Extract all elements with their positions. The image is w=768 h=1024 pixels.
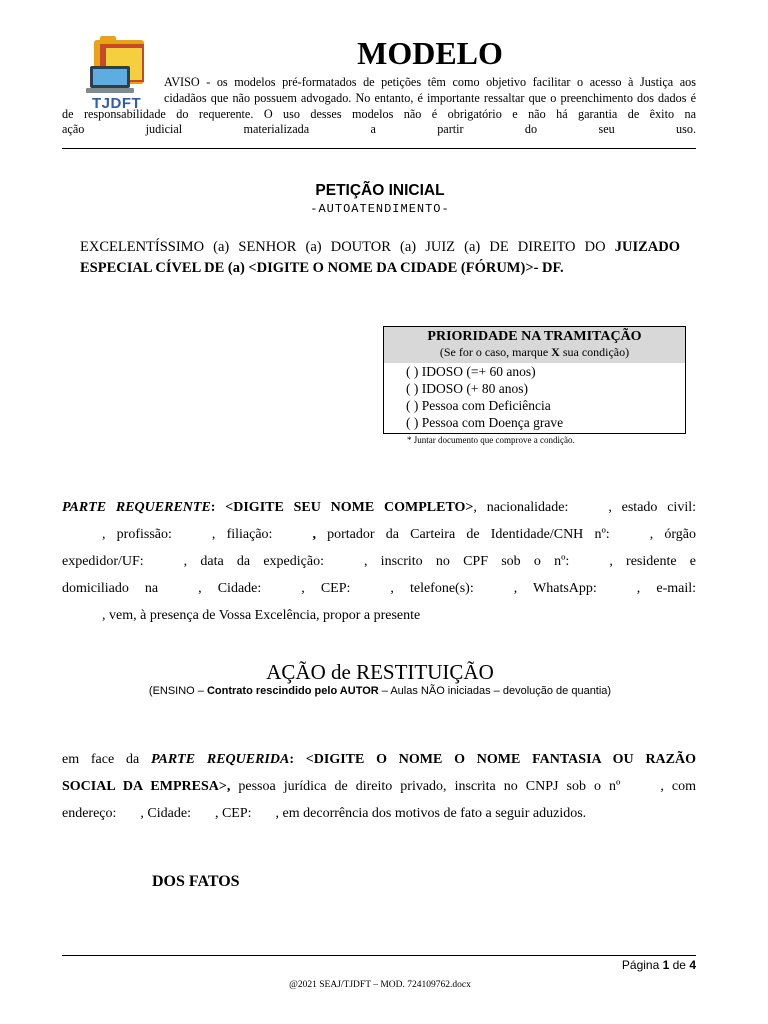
addressee-line-2: ESPECIAL CÍVEL DE (a) <DIGITE O NOME DA CIDADE (FÓRUM)>- DF. — [80, 260, 564, 276]
petition-subtitle: -AUTOATENDIMENTO- — [310, 202, 450, 216]
priority-header — [384, 327, 685, 363]
requerente-line-2: , profissão: , filiação: , portador da Carteira de Identidade/CNH nº: , órgão — [102, 527, 697, 542]
priority-title: PRIORIDADE NA TRAMITAÇÃO — [427, 329, 642, 344]
action-subtitle: (ENSINO – Contrato rescindido pelo AUTOR – Aulas NÃO iniciadas – devolução de quantia) — [148, 685, 612, 697]
requerente-line-3: expedidor/UF: , data da expedição: , inscrito no CPF sob o nº: , residente e — [62, 554, 696, 569]
priority-note: * Juntar documento que comprove a condição. — [407, 435, 575, 445]
header-divider — [62, 148, 696, 149]
requerida-line-3: endereço: , Cidade: , CEP: , em decorrência dos motivos de fato a seguir aduzidos. — [62, 806, 587, 821]
page-number: Página 1 de 4 — [621, 958, 696, 972]
requerente-line-1: PARTE REQUERENTE: <DIGITE SEU NOME COMPLETO>, nacionalidade: , estado civil: — [62, 500, 696, 515]
footer-divider — [62, 955, 696, 956]
footer-text: @2021 SEAJ/TJDFT – MOD. 724109762.docx — [289, 980, 471, 990]
requerente-line-5: , vem, à presença de Vossa Excelência, propor a presente — [102, 608, 421, 623]
notice-line-1: AVISO - os modelos pré-formatados de petições têm como objetivo facilitar o acesso à Justiça aos — [164, 75, 696, 89]
requerida-paragraph — [62, 746, 696, 827]
notice-line-4: ação judicial materializada a partir do seu uso. — [62, 122, 696, 136]
section-title-fatos: DOS FATOS — [152, 873, 240, 890]
addressee-line-1: EXCELENTÍSSIMO (a) SENHOR (a) DOUTOR (a) JUIZ (a) DE DIREITO DO JUIZADO — [80, 239, 680, 255]
requerida-line-1: em face da PARTE REQUERIDA: <DIGITE O NOME O NOME FANTASIA OU RAZÃO — [62, 752, 696, 767]
requerida-line-2: SOCIAL DA EMPRESA>, pessoa jurídica de direito privado, inscrita no CNPJ sob o nº , com — [62, 779, 696, 794]
notice-line-2: cidadãos que não possuem advogado. No entanto, é importante ressaltar que o preenchimento dos dados é — [164, 91, 696, 105]
priority-box — [383, 326, 686, 434]
logo-text: TJDFT — [92, 95, 142, 112]
priority-option-idoso-80[interactable]: ( ) IDOSO (+ 80 anos) — [406, 381, 528, 396]
notice-line-3: de responsabilidade do requerente. O uso desses modelos não é obrigatório e não há garantia de êxito na — [62, 107, 696, 121]
requerente-paragraph — [62, 494, 696, 629]
priority-option-doenca-grave[interactable]: ( ) Pessoa com Doença grave — [406, 415, 564, 430]
requerente-line-4: domiciliado na , Cidade: , CEP: , telefone(s): , WhatsApp: , e-mail: — [62, 581, 697, 596]
addressee — [80, 237, 680, 279]
action-title: AÇÃO de RESTITUIÇÃO — [266, 660, 494, 684]
priority-option-deficiencia[interactable]: ( ) Pessoa com Deficiência — [406, 398, 551, 413]
petition-title: PETIÇÃO INICIAL — [315, 182, 445, 199]
page-title: MODELO — [357, 35, 503, 71]
priority-option-idoso-60[interactable]: ( ) IDOSO (=+ 60 anos) — [406, 364, 536, 379]
priority-instruction: (Se for o caso, marque X sua condição) — [439, 345, 630, 359]
